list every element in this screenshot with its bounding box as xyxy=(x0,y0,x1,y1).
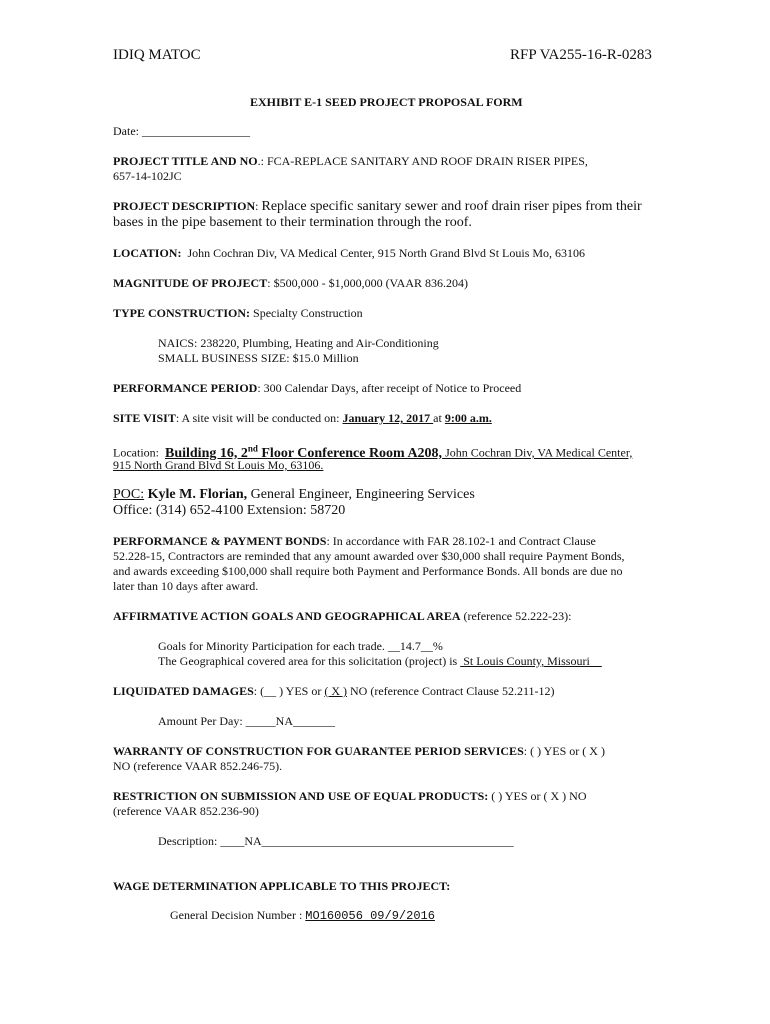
restriction-description: Description: ____NA__________________________________________ xyxy=(158,834,514,848)
project-title-label: PROJECT TITLE AND NO xyxy=(113,154,258,168)
poc-office: Office: (314) 652-4100 Extension: 58720 xyxy=(113,503,346,518)
site-visit-date: January 12, 2017 xyxy=(342,411,434,425)
form-title: EXHIBIT E-1 SEED PROJECT PROPOSAL FORM xyxy=(250,95,523,109)
bonds-line1: PERFORMANCE & PAYMENT BONDS: In accordance with FAR 28.102-1 and Contract Clause xyxy=(113,534,596,548)
site-visit-time: 9:00 a.m. xyxy=(444,411,492,425)
header-left: IDIQ MATOC xyxy=(113,47,201,63)
liquidated-line: LIQUIDATED DAMAGES: (__ ) YES or ( X ) NO (reference Contract Clause 52.211-12) xyxy=(113,684,555,698)
wage-decision-value: MO160056 09/9/2016 xyxy=(305,909,435,923)
project-description-line2: bases in the pipe basement to their termination through the roof. xyxy=(113,215,472,230)
wage-label: WAGE DETERMINATION APPLICABLE TO THIS PROJECT: xyxy=(113,879,451,893)
restriction-line2: (reference VAAR 852.236-90) xyxy=(113,804,259,818)
site-location-line2: 915 North Grand Blvd St Louis Mo, 63106. xyxy=(113,458,324,472)
poc-title: General Engineer, Engineering Services xyxy=(247,487,475,502)
restriction-line1: RESTRICTION ON SUBMISSION AND USE OF EQUAL PRODUCTS: ( ) YES or ( X ) NO xyxy=(113,789,587,803)
type-construction-value: Specialty Construction xyxy=(253,306,363,320)
date-blank: __________________ xyxy=(142,124,250,138)
wage-decision xyxy=(170,908,435,924)
restriction-label: RESTRICTION ON SUBMISSION AND USE OF EQUAL PRODUCTS: xyxy=(113,789,489,803)
site-location-label: Location: xyxy=(113,445,159,460)
warranty-label: WARRANTY OF CONSTRUCTION FOR GUARANTEE PERIOD SERVICES xyxy=(113,744,524,758)
bonds-line3: and awards exceeding $100,000 shall require both Payment and Performance Bonds. All bonds are due no xyxy=(113,564,623,578)
site-visit-label: SITE VISIT xyxy=(113,411,176,425)
warranty-line2: NO (reference VAAR 852.246-75). xyxy=(113,759,283,773)
magnitude-value: : $500,000 - $1,000,000 (VAAR 836.204) xyxy=(267,276,469,290)
type-construction-label: TYPE CONSTRUCTION: xyxy=(113,306,251,320)
small-business-line: SMALL BUSINESS SIZE: $15.0 Million xyxy=(158,351,359,365)
site-visit-line: SITE VISIT: A site visit will be conducted on: January 12, 2017 at 9:00 a.m. xyxy=(113,411,492,425)
warranty-line1: WARRANTY OF CONSTRUCTION FOR GUARANTEE PERIOD SERVICES: ( ) YES or ( X ) xyxy=(113,744,605,758)
site-location-building: Building 16, 2nd Floor Conference Room A208, xyxy=(164,443,443,461)
project-description-label: PROJECT DESCRIPTION xyxy=(113,199,256,213)
site-location-address: John Cochran Div, VA Medical Center, xyxy=(442,445,633,460)
bonds-line2: 52.228-15, Contractors are reminded that any amount awarded over $30,000 shall require Payment Bonds, xyxy=(113,549,625,563)
affirmative-line: AFFIRMATIVE ACTION GOALS AND GEOGRAPHICAL AREA (reference 52.222-23): xyxy=(113,609,572,623)
magnitude-label: MAGNITUDE OF PROJECT xyxy=(113,276,268,290)
location-value: John Cochran Div, VA Medical Center, 915 North Grand Blvd St Louis Mo, 63106 xyxy=(187,246,586,260)
wage-line xyxy=(113,879,450,894)
location-label: LOCATION: xyxy=(113,246,182,260)
affirmative-area-value: St Louis County, Missouri xyxy=(460,654,602,668)
poc-label: POC: xyxy=(113,487,145,502)
liquidated-x: ( X ) xyxy=(324,684,348,698)
project-title-value: FCA-REPLACE SANITARY AND ROOF DRAIN RISER PIPES, xyxy=(266,154,588,168)
wage-decision-label: General Decision Number : xyxy=(170,908,306,922)
bonds-line4: later than 10 days after award. xyxy=(113,579,259,593)
performance-period-label: PERFORMANCE PERIOD xyxy=(113,381,258,395)
poc-line xyxy=(113,487,475,503)
poc-name: Kyle M. Florian, xyxy=(144,487,248,502)
affirmative-label: AFFIRMATIVE ACTION GOALS AND GEOGRAPHICAL AREA xyxy=(113,609,461,623)
liquidated-amount: Amount Per Day: _____NA_______ xyxy=(158,714,335,728)
affirmative-area: The Geographical covered area for this solicitation (project) is St Louis County, Missouri xyxy=(158,654,602,668)
location-line xyxy=(113,246,585,261)
project-title-line1: PROJECT TITLE AND NO.: FCA-REPLACE SANITARY AND ROOF DRAIN RISER PIPES, xyxy=(113,154,588,168)
performance-period-line xyxy=(113,381,521,396)
date-label: Date: xyxy=(113,124,139,138)
date-line xyxy=(113,124,250,139)
type-construction-line xyxy=(113,306,363,321)
liquidated-label: LIQUIDATED DAMAGES xyxy=(113,684,254,698)
naics-line: NAICS: 238220, Plumbing, Heating and Air-Conditioning xyxy=(158,336,439,350)
bonds-label: PERFORMANCE & PAYMENT BONDS xyxy=(113,534,327,548)
affirmative-goals: Goals for Minority Participation for each trade. __14.7__% xyxy=(158,639,443,653)
performance-period-value: : 300 Calendar Days, after receipt of Notice to Proceed xyxy=(257,381,522,395)
magnitude-line xyxy=(113,276,468,291)
project-title-line2: 657-14-102JC xyxy=(113,169,182,183)
header-right: RFP VA255-16-R-0283 xyxy=(510,47,652,63)
project-description-line1: PROJECT DESCRIPTION: Replace specific sanitary sewer and roof drain riser pipes from their xyxy=(113,199,642,214)
